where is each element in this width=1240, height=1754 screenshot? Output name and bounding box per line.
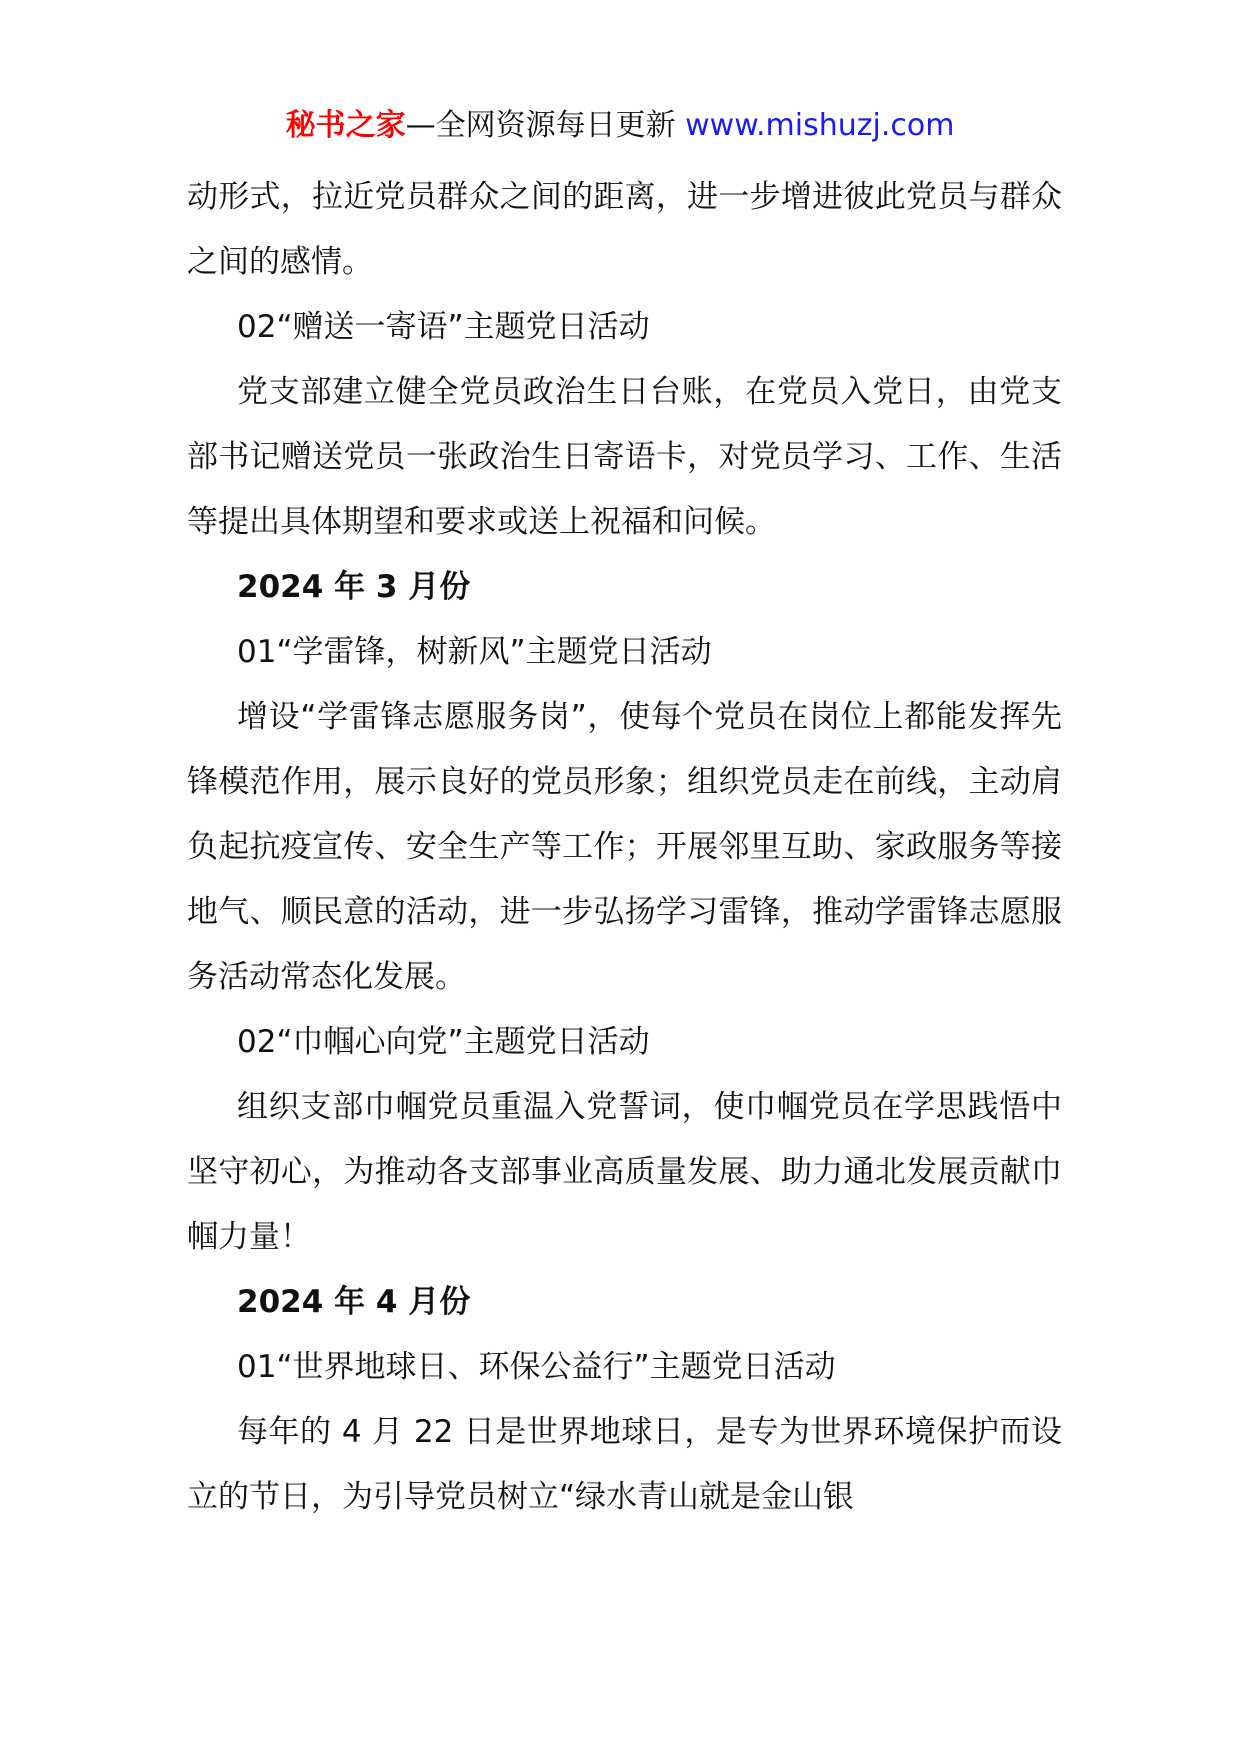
month-heading-april: 2024 年 4 月份	[237, 1284, 471, 1320]
header-tagline: —全网资源每日更新	[405, 108, 676, 143]
document-body	[187, 165, 1062, 1530]
activity-title-women: 02“巾帼心向党”主题党日活动	[237, 1024, 650, 1060]
activity-title-lei-feng: 01“学雷锋，树新风”主题党日活动	[237, 634, 712, 670]
activity-title-gift-message: 02“赠送一寄语”主题党日活动	[237, 309, 650, 345]
month-heading-march: 2024 年 3 月份	[237, 569, 471, 605]
activity-title-earth-day: 01“世界地球日、环保公益行”主题党日活动	[237, 1349, 836, 1385]
page-header	[0, 104, 1240, 148]
brand-name: 秘书之家	[285, 108, 406, 143]
paragraph-gift-message: 党支部建立健全党员政治生日台账，在党员入党日，由党支部书记赠送党员一张政治生日寄语卡，对党员学习、工作、生活等提出具体期望和要求或送上祝福和问候。	[187, 374, 1062, 540]
paragraph-lei-feng: 增设“学雷锋志愿服务岗”，使每个党员在岗位上都能发挥先锋模范作用，展示良好的党员形象；组织党员走在前线，主动肩负起抗疫宣传、安全生产等工作；开展邻里互助、家政服务等接地气、顺民意的活动，进一步弘扬学习雷锋，推动学雷锋志愿服务活动常态化发展。	[187, 699, 1062, 995]
paragraph-earth-day: 每年的 4 月 22 日是世界地球日，是专为世界环境保护而设立的节日，为引导党员树立“绿水青山就是金山银	[187, 1414, 1062, 1515]
site-url-link[interactable]: www.mishuzj.com	[685, 108, 955, 143]
paragraph-continuation: 动形式，拉近党员群众之间的距离，进一步增进彼此党员与群众之间的感情。	[187, 179, 1062, 280]
paragraph-women: 组织支部巾帼党员重温入党誓词，使巾帼党员在学思践悟中坚守初心，为推动各支部事业高质量发展、助力通北发展贡献巾帼力量！	[187, 1089, 1062, 1255]
